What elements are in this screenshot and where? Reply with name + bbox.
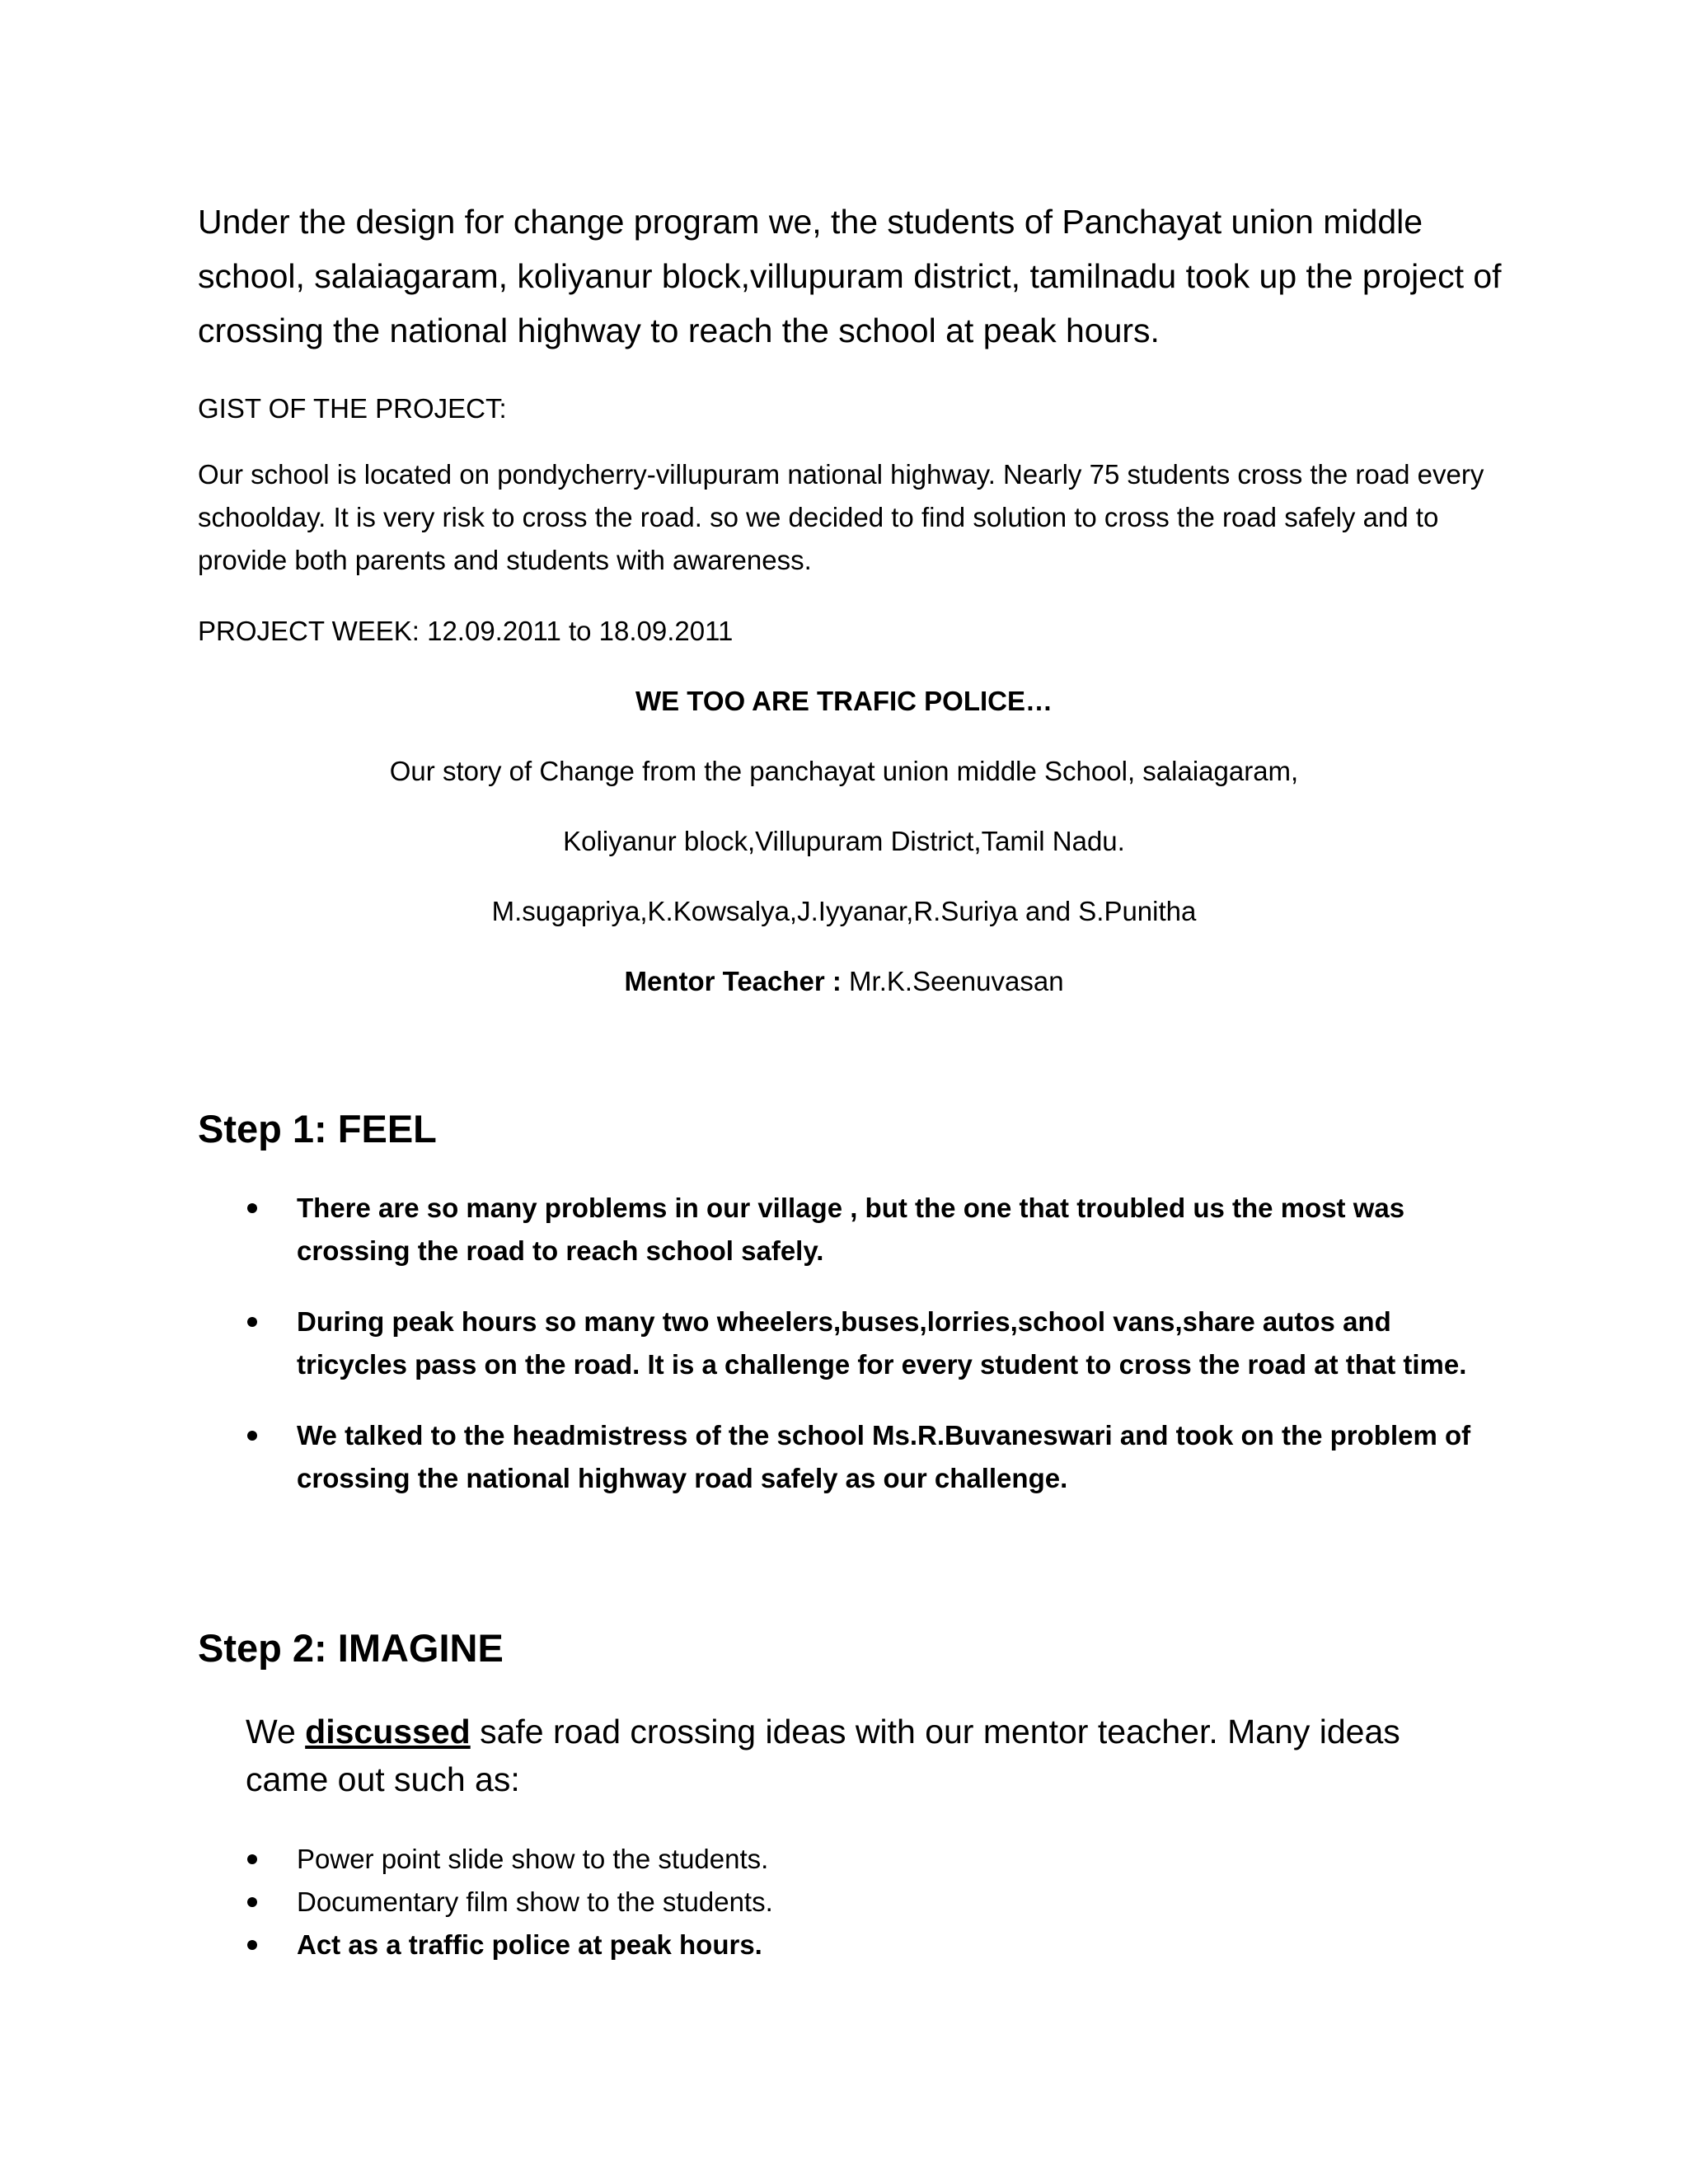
story-line-2: Koliyanur block,Villupuram District,Tamil Nadu. — [563, 826, 1125, 856]
list-item — [198, 1838, 1484, 1881]
intro-paragraph: Under the design for change program we, the students of Panchayat union middle school, salaiagaram, koliyanur block,villupuram district, tamilnadu took up the project of crossing the national highway to reach the school at peak hours. — [198, 203, 1502, 349]
bullet-icon — [247, 1431, 257, 1441]
list-item — [198, 1187, 1484, 1272]
gist-heading: GIST OF THE PROJECT: — [198, 393, 507, 424]
mentor-name: Mr.K.Seenuvasan — [841, 966, 1064, 996]
discussed-emphasis: discussed — [305, 1713, 471, 1750]
bullet-icon — [247, 1854, 257, 1864]
feel-list — [198, 1187, 1484, 1528]
bullet-icon — [247, 1317, 257, 1327]
list-item — [198, 1924, 1484, 1966]
story-title: WE TOO ARE TRAFIC POLICE… — [635, 686, 1053, 716]
project-week: PROJECT WEEK: 12.09.2011 to 18.09.2011 — [198, 616, 734, 646]
idea-text: Power point slide show to the students. — [297, 1844, 769, 1874]
bullet-icon — [247, 1940, 257, 1950]
feel-bullet-text: During peak hours so many two wheelers,buses,lorries,school vans,share autos and tricycles pass on the road. It is a challenge for every student to cross the road at that time. — [297, 1306, 1467, 1380]
student-names: M.sugapriya,K.Kowsalya,J.Iyyanar,R.Suriya and S.Punitha — [491, 896, 1197, 926]
mentor-label: Mentor Teacher : — [624, 966, 842, 996]
step1-heading: Step 1: FEEL — [198, 1107, 437, 1151]
idea-text: Act as a traffic police at peak hours. — [297, 1929, 762, 1960]
bullet-icon — [247, 1897, 257, 1907]
list-item — [198, 1414, 1484, 1500]
feel-bullet-text: We talked to the headmistress of the school Ms.R.Buvaneswari and took on the problem of crossing the national highway road safely as our challenge. — [297, 1420, 1471, 1493]
imagine-paragraph — [246, 1708, 1482, 1803]
bullet-icon — [247, 1203, 257, 1213]
idea-text: Documentary film show to the students. — [297, 1886, 773, 1917]
imagine-text-post: safe road crossing ideas with our mentor teacher. Many ideas came out such as: — [246, 1713, 1400, 1798]
list-item — [198, 1881, 1484, 1924]
gist-paragraph: Our school is located on pondycherry-villupuram national highway. Nearly 75 students cross the road every schoolday. It is very risk to cross the road. so we decided to find solution to cross the road safely and to provide both parents and students with awareness. — [198, 459, 1484, 575]
ideas-list — [198, 1838, 1484, 1966]
list-item — [198, 1301, 1484, 1386]
mentor-line — [0, 960, 1688, 1003]
feel-bullet-text: There are so many problems in our village , but the one that troubled us the most was crossing the road to reach school safely. — [297, 1193, 1405, 1266]
story-line-1: Our story of Change from the panchayat union middle School, salaiagaram, — [389, 756, 1299, 786]
imagine-text-pre: We — [246, 1713, 306, 1750]
step2-heading: Step 2: IMAGINE — [198, 1626, 504, 1670]
